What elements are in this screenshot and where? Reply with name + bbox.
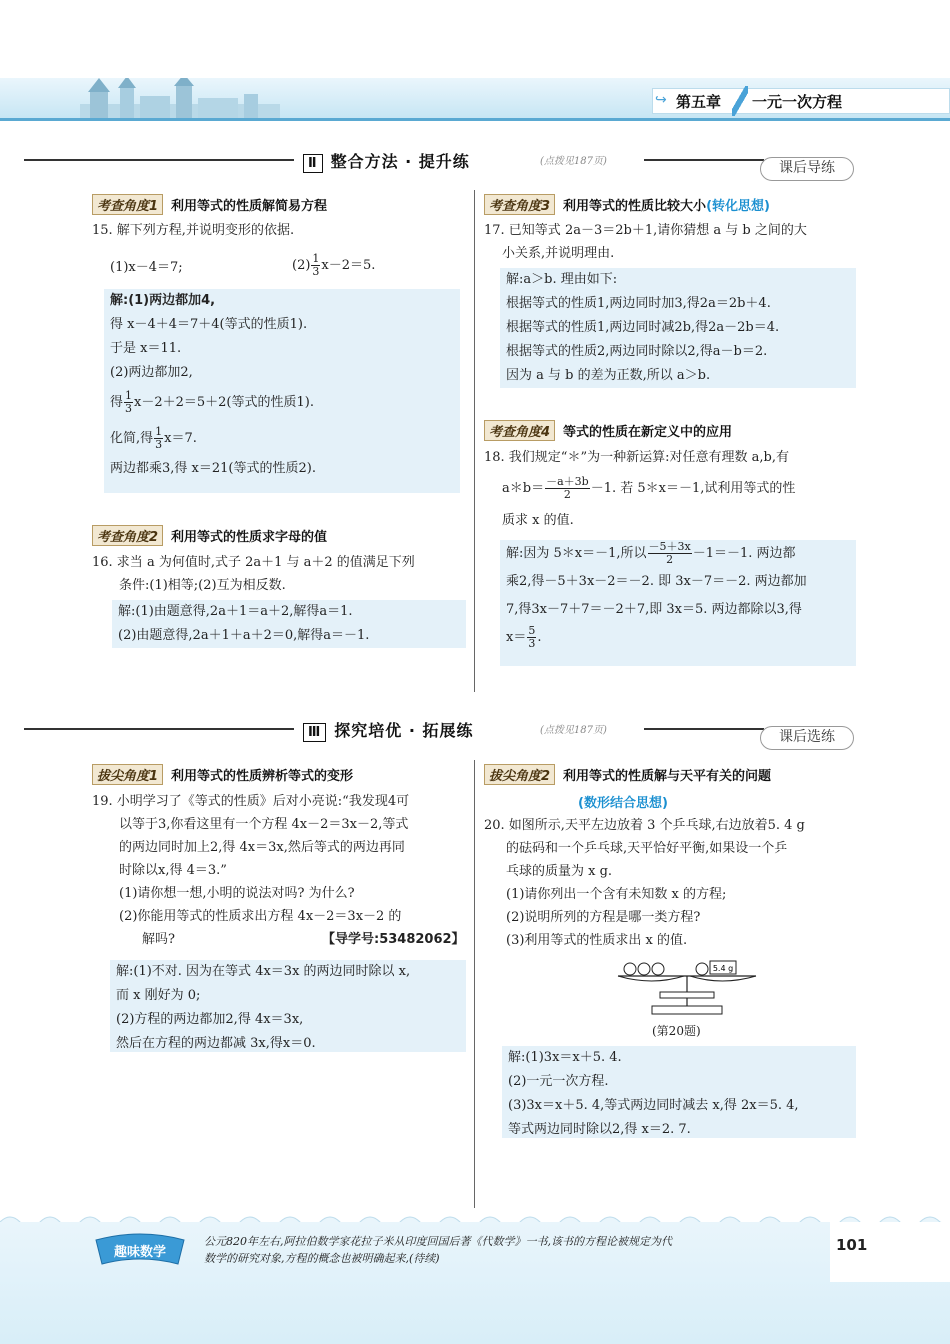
ping-pong-ball (624, 963, 636, 975)
ping-pong-ball (652, 963, 664, 975)
angle-tag-5: 拔尖角度1 利用等式的性质辨析等式的变形 (92, 764, 353, 785)
section-2-tag: 课后导练 (760, 157, 854, 181)
angle-tag-6: 拔尖角度2 利用等式的性质解与天平有关的问题 (484, 764, 771, 785)
ping-pong-ball (696, 963, 708, 975)
angle-tag-1: 考查角度1 利用等式的性质解简易方程 (92, 194, 327, 215)
section-2-roman: Ⅱ (303, 154, 323, 173)
answer-20: 解:(1)3x＝x＋5. 4. (2)一元一次方程. (3)3x＝x＋5. 4,等式两边同时减去 x,得 2x＝5. 4, 等式两边同时除以2,得 x＝2. 7. (502, 1046, 856, 1138)
answer-16: 解:(1)由题意得,2a＋1＝a＋2,解得a＝1. (2)由题意得,2a＋1＋a＋2＝0,解得a＝－1. (112, 600, 466, 648)
section-3-ref: (点拨见187页) (540, 725, 607, 736)
page-number: 101 (830, 1222, 950, 1282)
castle-illustration (80, 78, 280, 120)
question-17: 17. 已知等式 2a－3＝2b＋1,请你猜想 a 与 b 之间的大 小关系,并说明理由. (484, 223, 807, 261)
angle-tag-6-hint: (数形结合思想) (578, 796, 668, 811)
question-19: 19. 小明学习了《等式的性质》后对小亮说:“我发现4可 以等于3,你看这里有一个方程 4x－2＝3x－2,等式 的两边同时加上2,得 4x＝3x,然后等式的两边再同 时除以x,得 4＝3.” (1)请你想一想,小明的说法对吗? 为什么? (2)你能用等式的性质求出方程 4x－2＝3x－2 的 解吗? 【导学号:53482062】 (92, 790, 472, 951)
column-divider-top (474, 190, 475, 692)
curved-arrow-icon: ↪ (655, 92, 667, 108)
angle-tag-4: 考查角度4 等式的性质在新定义中的应用 (484, 420, 732, 441)
section-3-title: Ⅲ 探究培优 · 拓展练 (303, 718, 474, 742)
column-divider-bottom (474, 760, 475, 1208)
figure-caption: (第20题) (652, 1024, 701, 1038)
ping-pong-ball (638, 963, 650, 975)
guide-number: 【导学号:53482062】 (322, 932, 465, 947)
question-15-part2: (2) $\frac{1}{3}$ x－2＝5. (292, 252, 376, 278)
answer-17: 解:a＞b. 理由如下: 根据等式的性质1,两边同时加3,得2a＝2b＋4. 根据等式的性质1,两边同时减2b,得2a－2b＝4. 根据等式的性质2,两边同时除以2,得a－b＝2. 因为 a 与 b 的差为正数,所以 a＞b. (500, 268, 856, 388)
balance-scale-figure (612, 958, 762, 1022)
question-15: 15. 解下列方程,并说明变形的依据. (92, 223, 295, 238)
chapter-title: 一元一次方程 (752, 93, 843, 111)
answer-18: 解:因为 5＊x＝－1,所以 $\frac{-5+3x}{2}$ －1＝－1. 两边都 乘2,得－5＋3x－2＝－2. 即 3x－7＝－2. 两边都加 7,得3x－7＋7＝－2＋7,即 3x＝5. 两边都除以3,得 x＝ $\frac{5}{3}$ . (500, 540, 856, 666)
fun-math-logo (92, 1232, 188, 1272)
answer-15: 解:(1)两边都加4, 得 x－4＋4＝7＋4(等式的性质1). 于是 x＝11. (2)两边都加2, 得 $\frac{1}{3}$ x－2＋2＝5＋2(等式的性质1). 化简,得 $\frac{1}{3}$ x＝7. 两边都乘3,得 x＝21(等式的性质2). (104, 289, 460, 493)
section-2-ref: (点拨见187页) (540, 156, 607, 167)
footer-text: 公元820年左右,阿拉伯数学家花拉子米从印度回国后著《代数学》一书,该书的方程论被规定为代 数学的研究对象,方程的概念也被明确起来,(待续) (204, 1235, 672, 1265)
question-16: 16. 求当 a 为何值时,式子 2a＋1 与 a＋2 的值满足下列 条件:(1)相等;(2)互为相反数. (92, 555, 415, 593)
section-3-roman: Ⅲ (303, 723, 326, 742)
svg-text:趣味数学: 趣味数学 (113, 1245, 167, 1260)
question-15-part1: (1)x－4＝7; (110, 260, 183, 275)
question-18: 18. 我们规定“＊”为一种新运算:对任意有理数 a,b,有 a＊b＝ $\frac{-a+3b}{2}$ －1. 若 5＊x＝－1,试利用等式的性 质求 x 的值. (484, 450, 796, 528)
chapter-number: 第五章 (676, 93, 722, 111)
fraction-one-third: $\frac{1}{3}$ (312, 252, 320, 278)
chapter-slash-decoration (732, 86, 748, 116)
weight-label: 5.4 g (712, 964, 734, 973)
header-rule (0, 118, 950, 121)
section-2-title: Ⅱ 整合方法 · 提升练 (303, 149, 470, 173)
section-3-tag: 课后选练 (760, 726, 854, 750)
angle-tag-2: 考查角度2 利用等式的性质求字母的值 (92, 525, 327, 546)
answer-19: 解:(1)不对. 因为在等式 4x＝3x 的两边同时除以 x, 而 x 刚好为 0; (2)方程的两边都加2,得 4x＝3x, 然后在方程的两边都减 3x,得x＝0. (110, 960, 466, 1052)
angle-tag-3: 考查角度3 利用等式的性质比较大小(转化思想) (484, 194, 770, 215)
question-20: 20. 如图所示,天平左边放着 3 个乒乓球,右边放着5. 4 g 的砝码和一个乒乓球,天平恰好平衡,如果设一个乒 乓球的质量为 x g. (1)请你列出一个含有未知数 x 的方程; (2)说明所列的方程是哪一类方程? (3)利用等式的性质求出 x 的值. (484, 818, 805, 948)
